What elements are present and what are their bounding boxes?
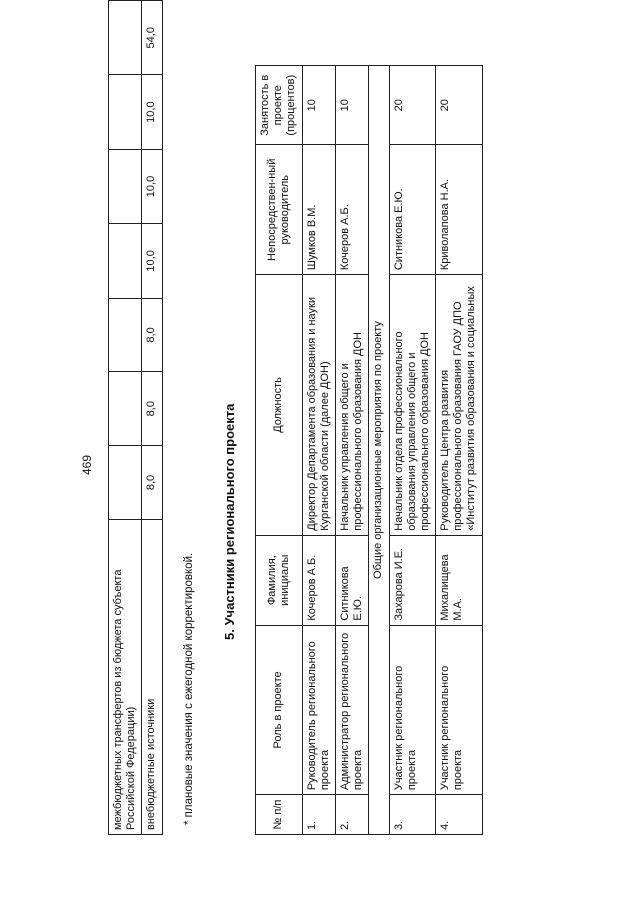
header-supervisor: Непосредствен-ный руководитель bbox=[256, 145, 303, 275]
cell-supervisor: Криволапова Н.А. bbox=[436, 145, 483, 275]
header-position: Должность bbox=[256, 275, 303, 536]
header-role: Роль в проекте bbox=[256, 625, 303, 795]
budget-cell: 10,0 bbox=[142, 149, 162, 223]
cell-role: Участник регионального проекта bbox=[389, 625, 436, 795]
cell-name: Кочеров А.Б. bbox=[302, 535, 335, 625]
footnote: * плановые значения с ежегодной корректировкой. bbox=[183, 552, 195, 825]
cell-position: Руководитель Центра развития профессионального образования ГАОУ ДПО «Институт развития образования и социальных bbox=[436, 275, 483, 536]
budget-row-label: межбюджетных трансфертов из бюджета субъекта Российской Федерации) bbox=[109, 519, 142, 834]
budget-cell: 8,0 bbox=[142, 446, 162, 520]
table-header-row bbox=[256, 66, 303, 835]
cell-position: Директор Департамента образования и науки Курганской области (далее ДОН) bbox=[302, 275, 335, 536]
budget-cell: 8,0 bbox=[142, 298, 162, 372]
table-row bbox=[436, 66, 483, 835]
header-share: Занятость в проекте (процентов) bbox=[256, 66, 303, 145]
cell-num: 1. bbox=[302, 795, 335, 835]
table-row bbox=[389, 66, 436, 835]
budget-cell bbox=[109, 1, 142, 75]
budget-cell: 8,0 bbox=[142, 372, 162, 446]
cell-role: Руководитель регионального проекта bbox=[302, 625, 335, 795]
table-row bbox=[335, 66, 368, 835]
cell-supervisor: Кочеров А.Б. bbox=[335, 145, 368, 275]
budget-cell bbox=[109, 149, 142, 223]
cell-share: 20 bbox=[436, 66, 483, 145]
cell-num: 4. bbox=[436, 795, 483, 835]
table-row bbox=[142, 1, 162, 835]
cell-share: 10 bbox=[302, 66, 335, 145]
table-row bbox=[109, 1, 142, 835]
budget-cell: 10,0 bbox=[142, 75, 162, 149]
cell-num: 2. bbox=[335, 795, 368, 835]
header-name: Фамилия, инициалы bbox=[256, 535, 303, 625]
table-group-row bbox=[369, 66, 389, 835]
budget-cell bbox=[109, 372, 142, 446]
budget-cell: 54,0 bbox=[142, 1, 162, 75]
budget-cell bbox=[109, 75, 142, 149]
budget-table bbox=[108, 0, 163, 835]
section-title: 5. Участники регионального проекта bbox=[222, 403, 237, 640]
budget-cell bbox=[109, 224, 142, 298]
cell-position: Начальник отдела профессионального образования управления общего и профессионального образования ДОН bbox=[389, 275, 436, 536]
budget-cell bbox=[109, 298, 142, 372]
cell-name: Ситникова Е.Ю. bbox=[335, 535, 368, 625]
group-title: Общие организационные мероприятия по проекту bbox=[369, 66, 389, 835]
cell-role: Участник регионального проекта bbox=[436, 625, 483, 795]
cell-supervisor: Шумков В.М. bbox=[302, 145, 335, 275]
cell-share: 10 bbox=[335, 66, 368, 145]
cell-share: 20 bbox=[389, 66, 436, 145]
participants-table bbox=[255, 65, 483, 835]
cell-position: Начальник управления общего и профессионального образования ДОН bbox=[335, 275, 368, 536]
cell-role: Администратор регионального проекта bbox=[335, 625, 368, 795]
cell-supervisor: Ситникова Е.Ю. bbox=[389, 145, 436, 275]
budget-cell: 10,0 bbox=[142, 224, 162, 298]
budget-cell bbox=[109, 446, 142, 520]
cell-name: Михалищева М.А. bbox=[436, 535, 483, 625]
page-number: 469 bbox=[80, 454, 94, 475]
table-row bbox=[302, 66, 335, 835]
cell-name: Захарова И.Е. bbox=[389, 535, 436, 625]
cell-num: 3. bbox=[389, 795, 436, 835]
budget-row-label: внебюджетные источники bbox=[142, 519, 162, 834]
header-num: № п/п bbox=[256, 795, 303, 835]
